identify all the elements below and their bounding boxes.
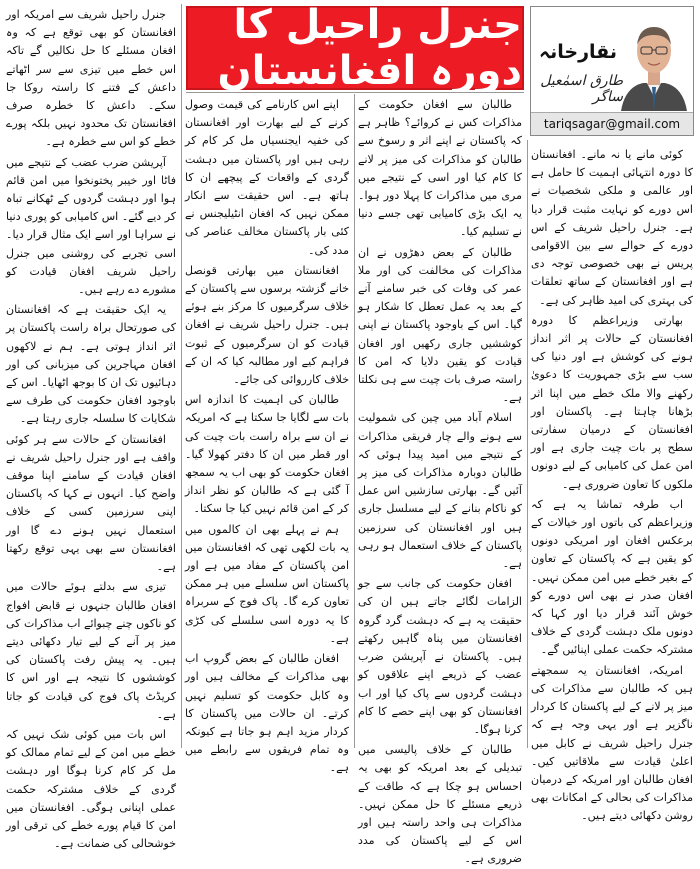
paragraph: اسلام آباد میں چین کی شمولیت سے ہونے والے چار فریقی مذاکرات کے نتیجے میں امید پیدا ہوئی کہ طالبان دوبارہ مذاکرات کی میز پر آئیں گے۔ بھارتی سازشیں اس عمل کو ناکام بنانے کے لیے مسلسل جاری ہیں اور افغانستان کی سرزمین پاکستان کے خلاف استعمال ہو رہی ہے۔ xyxy=(358,411,522,571)
headline: جنرل راحیل کا دورہ افغانستان xyxy=(217,2,522,94)
text-column-2 xyxy=(358,96,522,866)
divider xyxy=(181,4,182,748)
paragraph: اپنے اس کارنامے کی قیمت وصول کرنے کے لیے بھارت اور افغانستان کی خفیہ ایجنسیاں مل کر کام کر رہی ہیں اور پاکستان میں دہشت گردی کے واقعات کے پیچھے ان کا ہاتھ ہے۔ اس حقیقت سے انکار ممکن نہیں کہ افغان انٹیلیجنس نے کئی بار پاکستان مخالف عناصر کی مدد کی۔ xyxy=(185,98,349,257)
text-column-1 xyxy=(531,146,693,823)
headline-banner xyxy=(186,2,524,94)
text-column-4 xyxy=(5,6,176,851)
paragraph: جنرل راحیل شریف سے امریکہ اور افغانستان کو بھی توقع ہے کہ وہ افغان مسئلے کا حل نکالیں گے تاکہ اس خطے میں تیزی سے سر اٹھاتے داعش کے فتنے کا راستہ روکا جا سکے۔ داعش کا خطرہ صرف افغانستان تک محدود نہیں بلکہ پورے خطے کو اس سے خطرہ ہے۔ xyxy=(6,8,176,149)
paragraph: طالبان کی اہمیت کا اندازہ اس بات سے لگایا جا سکتا ہے کہ امریکہ نے ان سے براہ راست بات چیت کی اور قطر میں ان کا دفتر کھولا گیا۔ افغان حکومت کو بھی اب یہ سمجھ آ گئی ہے کہ طالبان کو نظر انداز کر کے امن قائم نہیں کیا جا سکتا۔ xyxy=(185,393,349,516)
column-header xyxy=(530,6,694,136)
paragraph: کوئی مانے یا نہ مانے۔ افغانستان کا دورہ انتہائی اہمیت کا حامل ہے اور عالمی و ملکی شخصیات نے اس دورے کو نہایت مثبت قرار دیا ہے۔ جنرل راحیل شریف کے اس دورے کے حوالے سے بین الاقوامی پریس نے بھی خصوصی توجہ دی ہے اور افغانستان کے ساتھ تعلقات کی بہتری کی امید ظاہر کی ہے۔ xyxy=(531,148,693,307)
paragraph: طالبان کے بعض دھڑوں نے ان مذاکرات کی مخالفت کی اور ملا عمر کی وفات کی خبر سامنے آنے کے بعد یہ عمل تعطل کا شکار ہو گیا۔ اس کے باوجود پاکستان نے اپنی کوششیں جاری رکھیں اور افغان قیادت کو یقین دلایا کہ امن کا راستہ صرف بات چیت سے ہی نکلتا ہے۔ xyxy=(358,245,522,405)
divider xyxy=(186,92,524,93)
divider xyxy=(527,140,528,748)
paragraph: افغان حکومت کی جانب سے جو الزامات لگائے جاتے ہیں ان کی حقیقت یہ ہے کہ دہشت گرد گروہ افغانستان میں پناہ گاہیں رکھتے ہیں۔ پاکستان نے آپریشن ضرب عضب کے ذریعے اپنے علاقوں کو دہشت گردوں سے پاک کیا اور اب افغانستان کو بھی اپنے حصے کا کام کرنا ہوگا۔ xyxy=(358,577,522,736)
author-portrait xyxy=(619,11,689,111)
paragraph: افغانستان میں بھارتی قونصل خانے گزشتہ برسوں سے پاکستان کے خلاف سرگرمیوں کا مرکز بنے ہوئے ہیں۔ جنرل راحیل شریف نے افغان قیادت کو ان سرگرمیوں کے ثبوت فراہم کیے اور مطالبہ کیا کہ ان کے خلاف کارروائی کی جائے۔ xyxy=(185,263,349,387)
paragraph: طالبان کے خلاف پالیسی میں تبدیلی کے بعد امریکہ کو بھی یہ احساس ہو چکا ہے کہ طاقت کے ذریعے مسئلے کا حل ممکن نہیں۔ مذاکرات ہی واحد راستہ ہیں اور اس کے لیے پاکستان کی مدد ضروری ہے۔ xyxy=(358,743,522,866)
paragraph: ہم نے پہلے بھی ان کالموں میں یہ بات لکھی تھی کہ افغانستان میں امن پاکستان کے مفاد میں ہے اور پاکستان اس سلسلے میں ہر ممکن تعاون کرے گا۔ پاک فوج کے سربراہ کا یہ دورہ اسی سلسلے کی کڑی ہے۔ xyxy=(185,522,349,645)
paragraph: آپریشن ضرب عضب کے نتیجے میں فاٹا اور خیبر پختونخوا میں امن قائم ہوا اور دہشت گردوں کے ٹھکانے تباہ کر دیے گئے۔ اس کامیابی کو پوری دنیا نے سراہا اور اسے ایک مثال قرار دیا۔ اسی تجربے کی روشنی میں جنرل راحیل شریف افغان قیادت کو مشورے دے رہے ہیں۔ xyxy=(6,155,176,297)
paragraph: اب طرفہ تماشا یہ ہے کہ وزیراعظم کی باتوں اور خیالات کے برعکس افغان اور امریکی دونوں کو یقین ہے کہ پاکستان کے تعاون کے بغیر خطے میں امن ممکن نہیں۔ افغان صدر نے بھی اس دورے کو خوش آئند قرار دیا اور کہا کہ دونوں ملک دہشت گردی کے خلاف مشترکہ حکمت عملی اپنائیں گے۔ xyxy=(531,497,693,657)
paragraph: یہ ایک حقیقت ہے کہ افغانستان کی صورتحال براہ راست پاکستان پر اثر انداز ہوتی ہے۔ ہم نے لاکھوں افغان مہاجرین کی میزبانی کی اور دہائیوں تک ان کا بوجھ اٹھایا۔ اس کے باوجود افغان حکومت کی طرف سے شکایات کا سلسلہ جاری رہتا ہے۔ xyxy=(5,303,176,426)
divider xyxy=(354,94,355,748)
paragraph: طالبان سے افغان حکومت کے مذاکرات کس نے کروائے؟ ظاہر ہے کہ پاکستان نے اپنے اثر و رسوخ سے طالبان کو مذاکرات کی میز پر لانے کا کام کیا اور اسی کے نتیجے میں مری میں مذاکرات کا پہلا دور ہوا۔ یہ ایک بڑی کامیابی تھی جسے دنیا نے تسلیم کیا۔ xyxy=(358,98,522,239)
paragraph: تیزی سے بدلتے ہوئے حالات میں افغان طالبان جنہوں نے قابض افواج کو ناکوں چنے چبوائے اب مذاکرات کی میز پر آنے کے لیے تیار دکھائی دیتے ہیں۔ یہ پیش رفت پاکستان کی کوششوں کا نتیجہ ہے اور اس کا کریڈٹ پاک فوج کی قیادت کو جاتا ہے۔ xyxy=(6,580,176,721)
paragraph: افغان طالبان کے بعض گروپ اب بھی مذاکرات کے مخالف ہیں اور وہ کابل حکومت کو تسلیم نہیں کرتے۔ ان حالات میں پاکستان کا کردار مزید اہم ہو جاتا ہے کیونکہ وہ تمام فریقوں سے رابطے میں ہے۔ xyxy=(185,652,349,775)
paragraph: افغانستان کے حالات سے ہر کوئی واقف ہے اور جنرل راحیل شریف نے افغان قیادت کے سامنے اپنا موقف واضح کیا۔ انہوں نے کہا کہ پاکستان اپنی سرزمین کسی کے خلاف استعمال نہیں ہونے دے گا اور افغانستان سے بھی یہی توقع رکھتا ہے۔ xyxy=(6,432,176,574)
column-name: نقارخانہ xyxy=(539,41,617,63)
text-column-3 xyxy=(185,96,349,775)
paragraph: امریکہ، افغانستان یہ سمجھتے ہیں کہ طالبان سے مذاکرات کی میز پر لانے کے لیے پاکستان کا کردار ناگزیر ہے اور یہی وجہ ہے کہ جنرل راحیل شریف نے کابل میں اعلیٰ قیادت سے ملاقاتیں کیں۔ افغان طالبان اور امریکہ کے درمیان مذاکرات کی بحالی کے امکانات بھی روشن دکھائی دیتے ہیں۔ xyxy=(531,663,693,823)
paragraph: اس بات میں کوئی شک نہیں کہ خطے میں امن کے لیے تمام ممالک کو مل کر کام کرنا ہوگا اور دہشت گردی کے خلاف مشترکہ حکمت عملی اپنانی ہوگی۔ افغانستان میں امن کا قیام پورے خطے کی ترقی اور خوشحالی کی ضمانت ہے۔ xyxy=(6,727,176,851)
author-name: طارق اسمٰعیل ساگر xyxy=(540,73,623,105)
paragraph: بھارتی وزیراعظم کا دورہ افغانستان کے حالات پر اثر انداز ہونے کی کوشش ہے اور دنیا کی سب سے بڑی جمہوریت کا دعویٰ رکھنے والا ملک خطے میں اپنا اثر بڑھانا چاہتا ہے۔ پاکستان اور افغانستان کے درمیان سفارتی سطح پر بات چیت جاری ہے اور امن عمل کی کامیابی کے لیے دونوں ملکوں کا تعاون ضروری ہے۔ xyxy=(531,313,693,491)
author-email: tariqsagar@gmail.com xyxy=(531,112,693,135)
